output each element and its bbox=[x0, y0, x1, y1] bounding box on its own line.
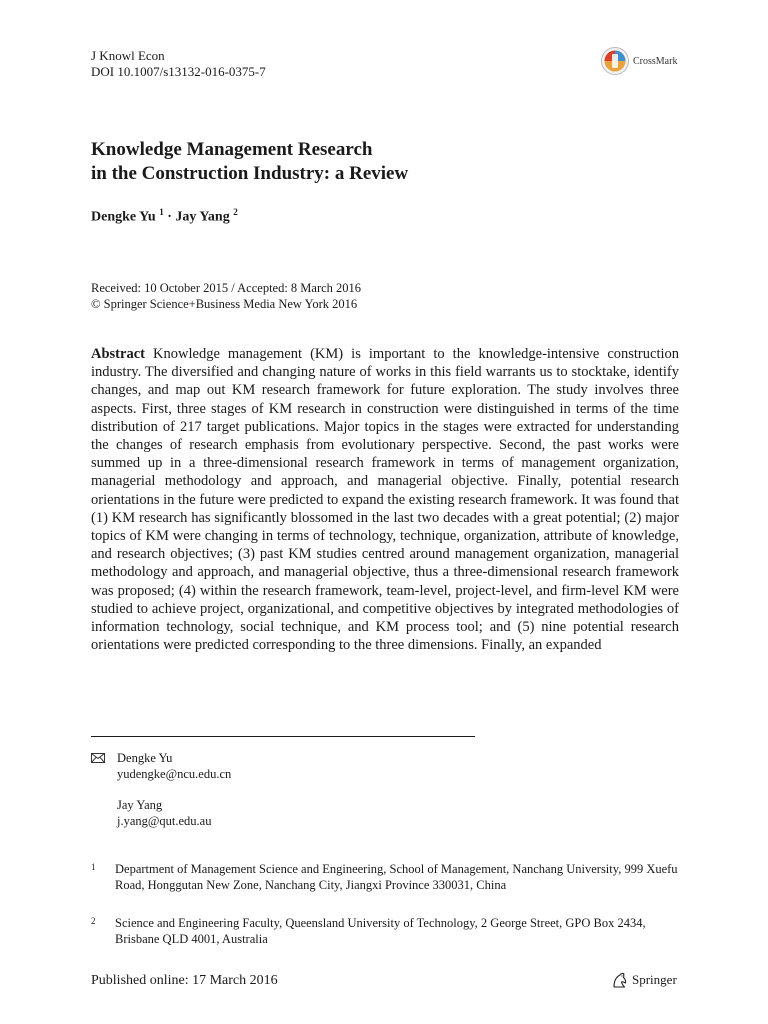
affiliation-text: Science and Engineering Faculty, Queensland University of Technology, 2 George Street, GPO Box 2434, Brisbane QLD 4001, Australia bbox=[115, 916, 646, 946]
article-title bbox=[91, 138, 408, 186]
author-list bbox=[91, 207, 238, 226]
journal-name: J Knowl Econ bbox=[91, 48, 165, 63]
received-accepted-dates: Received: 10 October 2015 / Accepted: 8 March 2016 bbox=[91, 281, 362, 295]
journal-header bbox=[91, 48, 266, 80]
author-name[interactable]: Dengke Yu bbox=[91, 209, 156, 225]
title-line-2: in the Construction Industry: a Review bbox=[91, 163, 409, 184]
contact-email[interactable]: j.yang@qut.edu.au bbox=[117, 814, 212, 828]
abstract bbox=[91, 345, 679, 654]
contact-email[interactable]: yudengke@ncu.edu.cn bbox=[117, 767, 232, 781]
affiliation-number: 2 bbox=[91, 916, 96, 926]
contact-spacer bbox=[91, 797, 117, 829]
affiliation-number: 1 bbox=[91, 862, 96, 872]
author-separator: · bbox=[163, 209, 176, 225]
crossmark-badge[interactable] bbox=[600, 46, 677, 76]
publisher-logo[interactable] bbox=[611, 971, 677, 989]
abstract-label: Abstract bbox=[91, 346, 145, 362]
copyright-notice: © Springer Science+Business Media New York 2016 bbox=[91, 297, 358, 311]
contact-entry bbox=[91, 797, 231, 829]
springer-horse-icon bbox=[611, 971, 629, 989]
crossmark-icon bbox=[600, 46, 630, 76]
author-affiliation-ref: 1 bbox=[159, 207, 164, 217]
affiliation-1 bbox=[91, 861, 679, 893]
corresponding-contacts bbox=[91, 750, 231, 844]
abstract-text: Knowledge management (KM) is important to the knowledge-intensive construction industry. The diversified and changing nature of works in this field warrants us to stocktake, identify changes, and map out KM research framework for future exploration. The study involves three aspects. First, three stages of KM research in construction were distinguished in terms of the time distribution of 217 target publications. Major topics in the stages were extracted for understanding the changes of research emphasis from evolutionary perspective. Second, the past works were summed up in a three-dimensional research framework in terms of management organization, managerial methodology and approach, and managerial objective. Finally, potential research orientations in the future were predicted to expand the existing research framework. It was found that (1) KM research has significantly blossomed in the last two decades with a great potential; (2) major topics of KM were changing in terms of technology, technique, organization, attribute of knowledge, and research objectives; (3) past KM studies centred around management organization, managerial methodology and approach, and managerial objective, thus a three-dimensional research framework was proposed; (4) within the research framework, team-level, project-level, and firm-level KM were studied to achieve project, organizational, and competitive objectives by integrated methodologies of information technology, social technique, and KM process tool; and (5) nine potential research orientations were predicted corresponding to the three dimensions. Finally, an expanded bbox=[91, 346, 679, 654]
author-name[interactable]: Jay Yang bbox=[175, 209, 230, 225]
doi[interactable]: DOI 10.1007/s13132-016-0375-7 bbox=[91, 64, 266, 79]
contact-name: Jay Yang bbox=[117, 798, 163, 812]
contact-name: Dengke Yu bbox=[117, 751, 173, 765]
affiliation-text: Department of Management Science and Engineering, School of Management, Nanchang University, 999 Xuefu Road, Honggutan New Zone, Nanchang City, Jiangxi Province 330031, China bbox=[115, 862, 678, 892]
article-history bbox=[91, 280, 361, 312]
envelope-icon bbox=[91, 750, 117, 782]
title-line-1: Knowledge Management Research bbox=[91, 139, 373, 160]
publisher-name: Springer bbox=[632, 972, 677, 987]
author-affiliation-ref: 2 bbox=[233, 207, 238, 217]
crossmark-label: CrossMark bbox=[633, 55, 678, 67]
published-online-date: Published online: 17 March 2016 bbox=[91, 973, 278, 988]
contact-entry bbox=[91, 750, 231, 782]
affiliation-2 bbox=[91, 915, 679, 947]
footnote-divider bbox=[91, 736, 475, 737]
